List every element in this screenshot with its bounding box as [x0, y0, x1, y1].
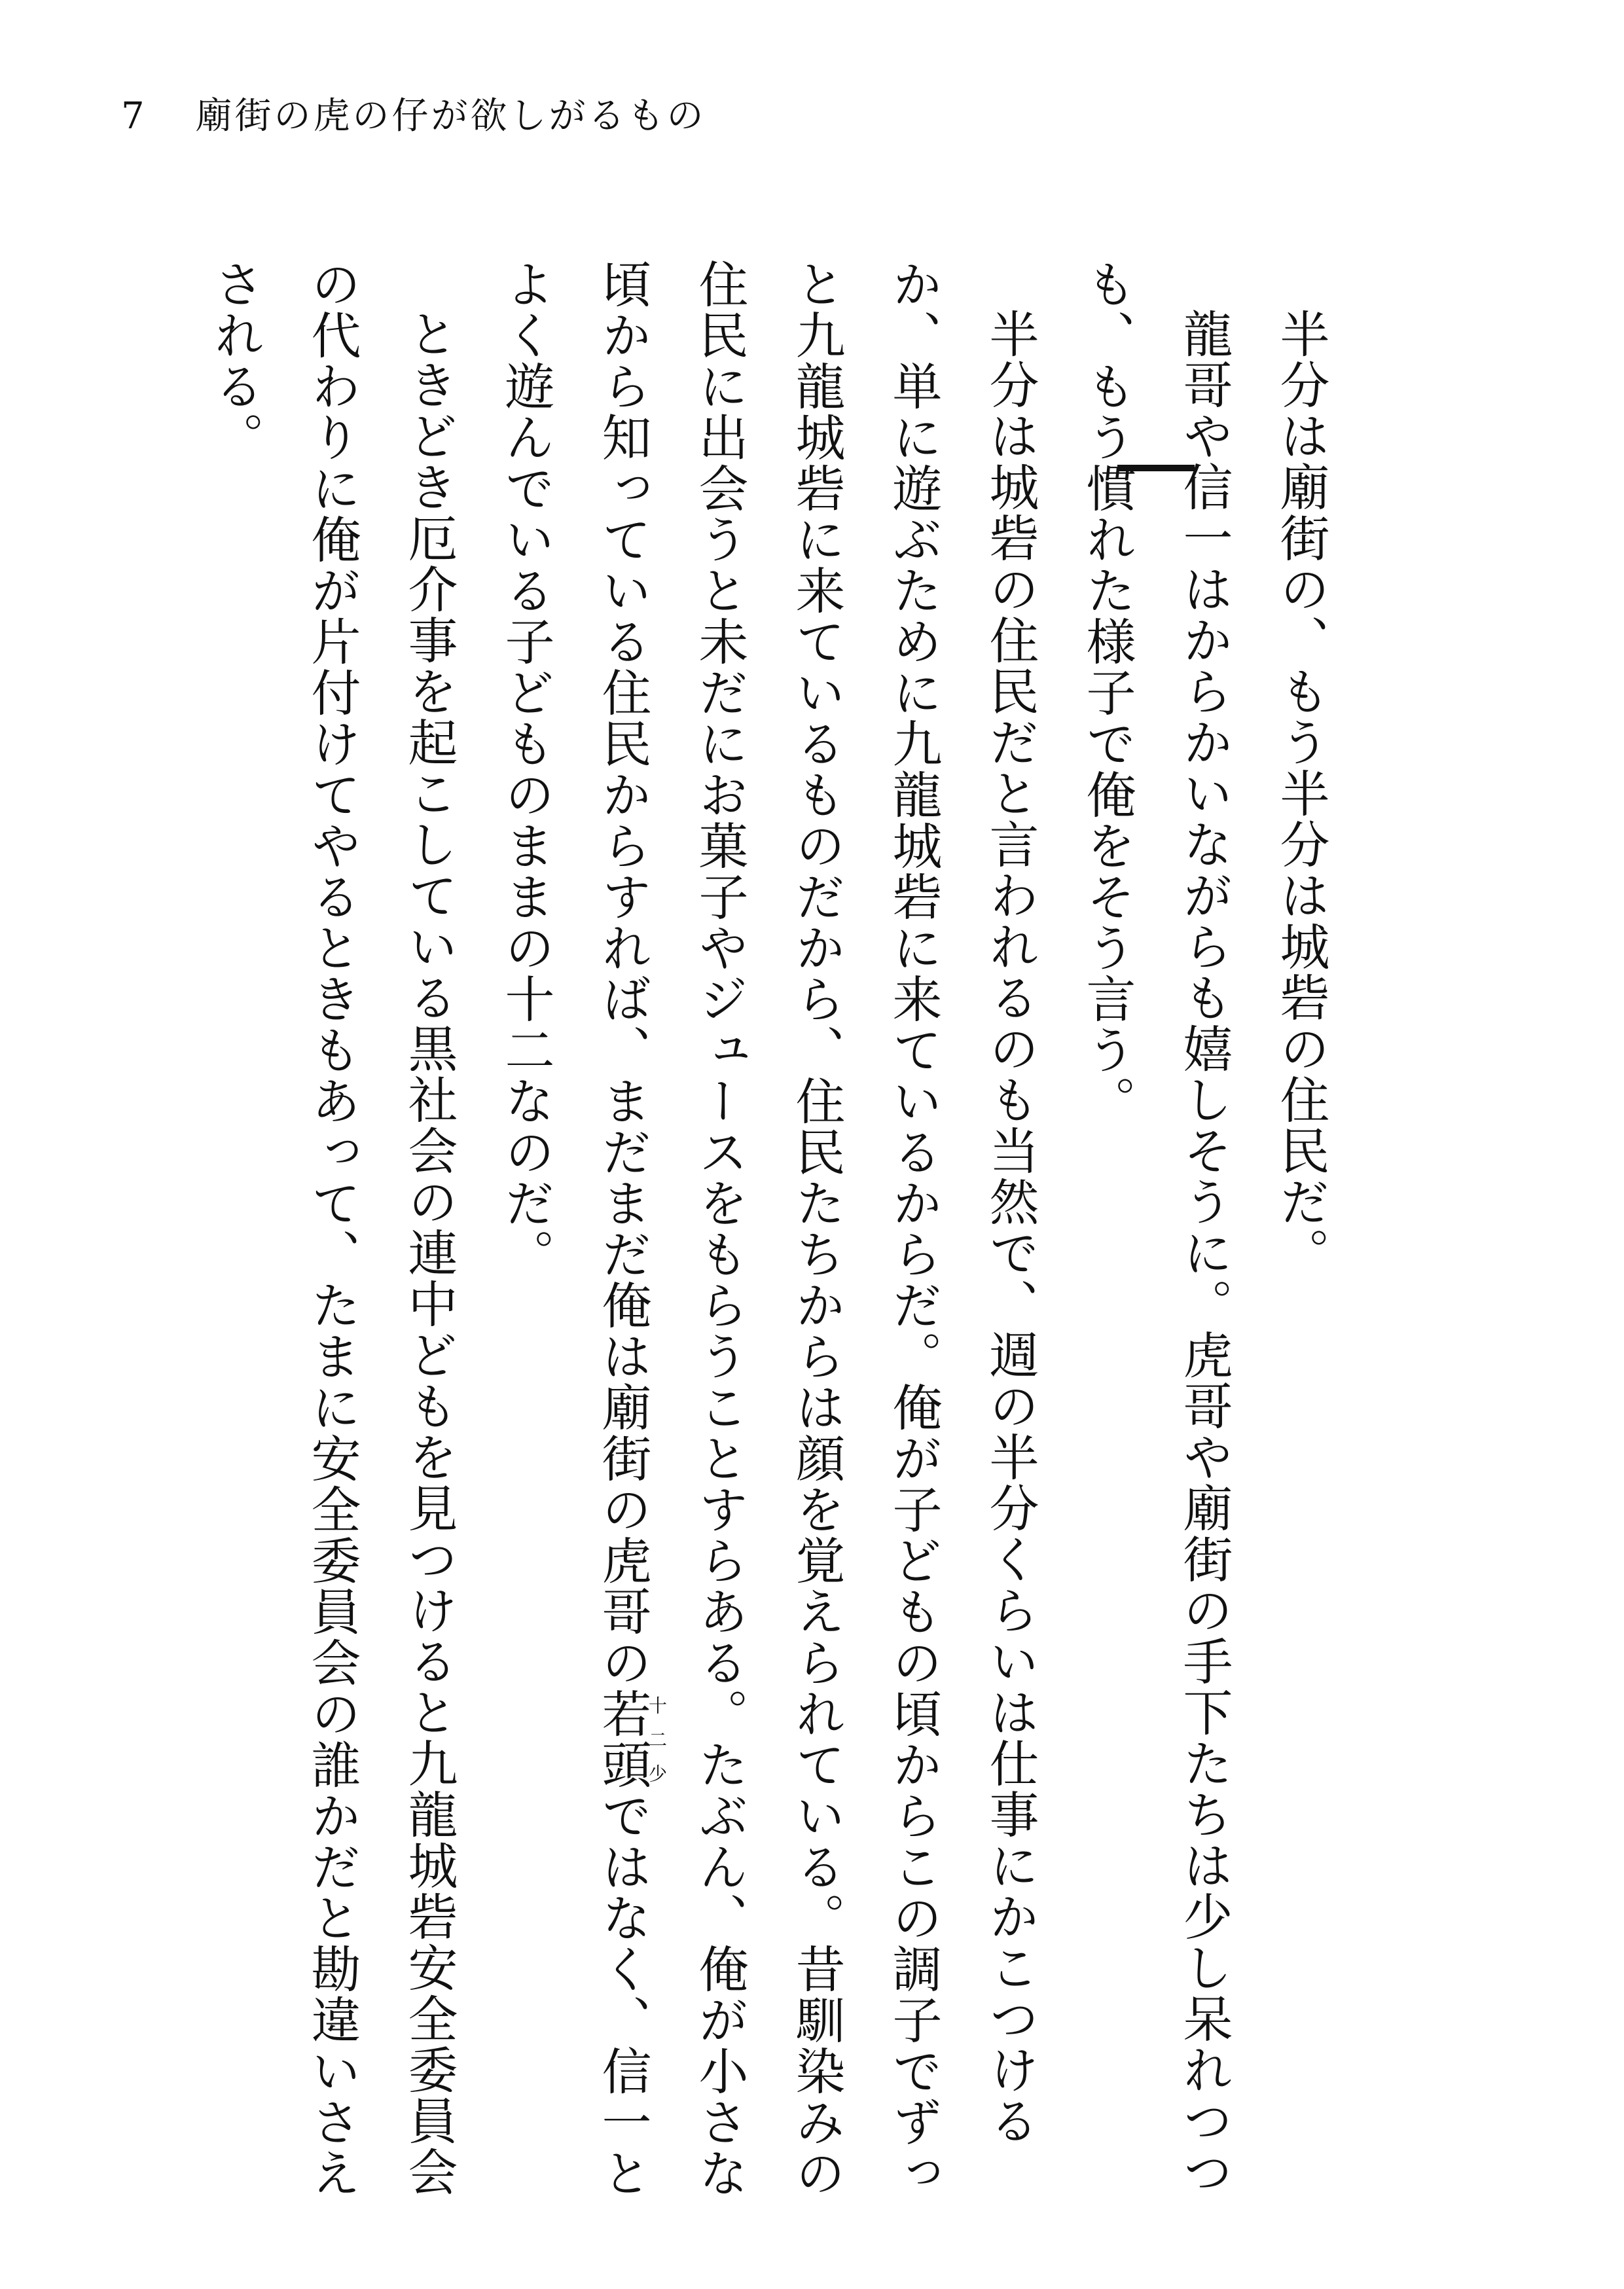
paragraph-3-text: 半分は城砦の住民だと言われるのも当然で、週の半分くらいは仕事にかこつけるか、単に遊ぶために九龍城砦に来ているからだ。俺が子どもの頃からこの調子でずっと九龍城砦に来ているものだから、住民たちからは顔を覚えられている。昔馴染みの住民に出会うと未だにお菓子やジュースをもらうことすらある。たぶん、俺が小さな頃から知っている住民からすれば、まだまだ俺は廟街の虎哥の: [594, 259, 1039, 2199]
paragraph-1: 半分は廟街の、もう半分は城砦の住民だ。: [1272, 308, 1330, 1278]
ruby-base: 若頭: [594, 1688, 652, 1790]
ruby-wakagashira: [594, 1688, 668, 1790]
paragraph-4: ときどき厄介事を起こしている黒社会の連中どもを見つけると九龍城砦安全委員会の代わりに俺が片付けてやるときもあって、たまに安全委員会の誰かだと勘違いさえされる。: [206, 259, 458, 2199]
page-number: 7: [121, 95, 145, 137]
running-title: 廟街の虎の仔が欲しがるもの: [195, 95, 706, 137]
body-text: [187, 259, 1349, 2216]
running-header: [121, 90, 706, 143]
ruby-reading: 十二少: [646, 1688, 668, 1790]
paragraph-3: [477, 259, 1058, 2216]
paragraph-3-text-end: ではなく、信一とよく遊んでいる子どものままの十二なのだ。: [497, 259, 652, 2199]
paragraph-2: 龍哥や信一はからかいながらも嬉しそうに。虎哥や廟街の手下たちは少し呆れつつも、もう慣れた様子で俺をそう言う。: [1078, 259, 1233, 2197]
